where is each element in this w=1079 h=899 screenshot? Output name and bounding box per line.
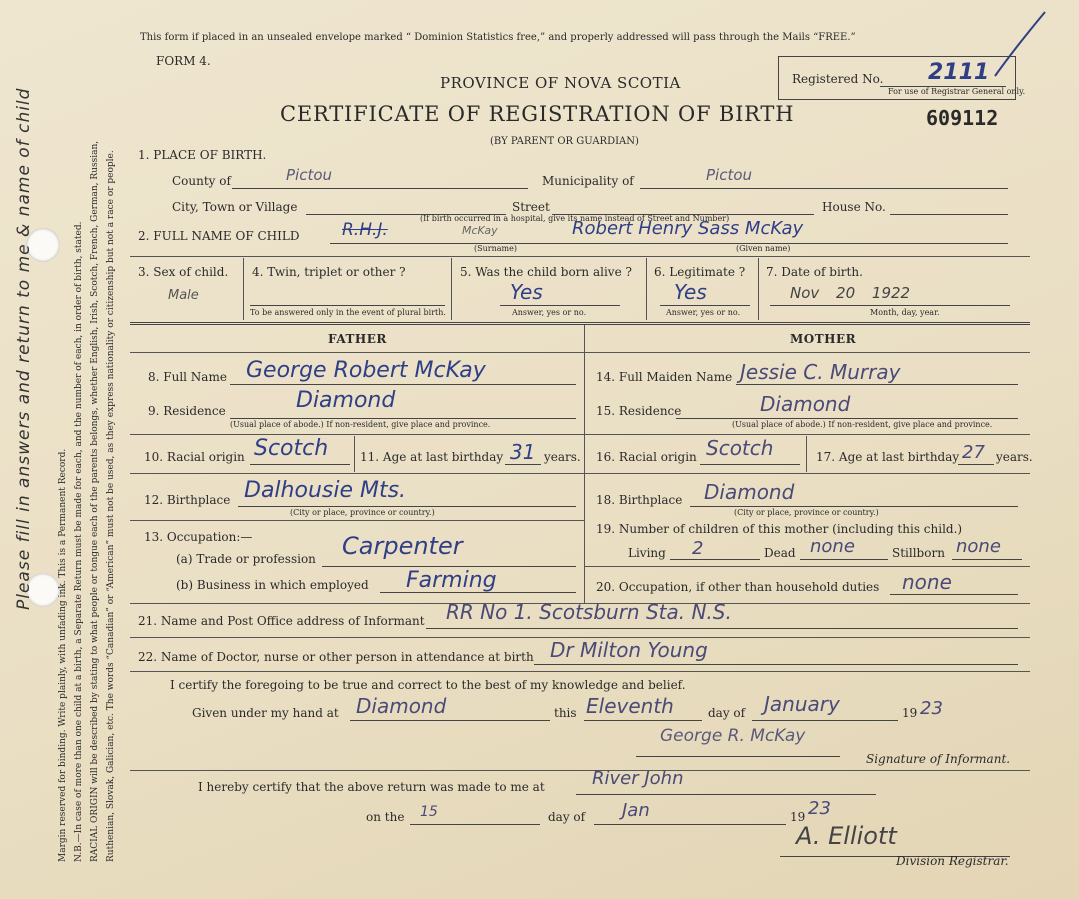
father-abode-note: (Usual place of abode.) If non-resident, give place and province.	[230, 420, 491, 429]
street-label: Street	[512, 200, 550, 214]
father-birthplace-label: 12. Birthplace	[144, 493, 231, 507]
form-number: FORM 4.	[156, 54, 211, 68]
dob-note: Month, day, year.	[870, 308, 940, 317]
dead-value: none	[810, 536, 855, 557]
registered-label: Registered No.	[792, 72, 884, 86]
father-business-label: (b) Business in which employed	[176, 578, 369, 592]
given-year-value: 23	[920, 698, 943, 719]
margin-binding-note: Margin reserved for binding. Write plainly, with unfading ink. This is a Permanent Record.	[58, 448, 68, 862]
dob-value: Nov 20 1922	[790, 284, 911, 302]
father-age-value: 31	[510, 440, 536, 464]
alive-label: 5. Was the child born alive ?	[460, 265, 632, 279]
informant-value: RR No 1. Scotsburn Sta. N.S.	[446, 600, 732, 624]
doctor-label: 22. Name of Doctor, nurse or other person in attendance at birth	[138, 650, 534, 664]
mother-occupation-label: 20. Occupation, if other than household duties	[596, 580, 880, 594]
dead-label: Dead	[764, 546, 796, 560]
father-racial-label: 10. Racial origin	[144, 450, 245, 464]
margin-nb-note: N.B.—In case of more than one child at a birth, a Separate Return must be made for each, and the number of each, in order of birth, stated.	[74, 221, 84, 862]
father-residence-value: Diamond	[296, 388, 396, 413]
sex-value: Male	[168, 288, 199, 303]
child-given-name-value: Robert Henry Sass McKay	[572, 218, 804, 239]
twin-note: To be answered only in the event of plural birth.	[250, 308, 446, 317]
registered-note: For use of Registrar General only.	[888, 87, 1026, 96]
place-of-birth-label: 1. PLACE OF BIRTH.	[138, 148, 267, 162]
informant-signature: George R. McKay	[660, 726, 806, 746]
alive-note: Answer, yes or no.	[512, 308, 587, 317]
doctor-value: Dr Milton Young	[550, 638, 708, 662]
document-title: CERTIFICATE OF REGISTRATION OF BIRTH	[280, 102, 795, 126]
legitimate-label: 6. Legitimate ?	[654, 265, 746, 279]
province-heading: PROVINCE OF NOVA SCOTIA	[440, 74, 681, 92]
mother-name-label: 14. Full Maiden Name	[596, 370, 733, 384]
stillborn-value: none	[956, 536, 1001, 557]
county-label: County of	[172, 174, 231, 188]
on-the-label: on the	[366, 810, 405, 824]
mother-age-label: 17. Age at last birthday	[816, 450, 960, 464]
child-name-struck: R.H.J.	[342, 220, 388, 240]
informant-signature-label: Signature of Informant.	[866, 752, 1011, 766]
hospital-note: (If birth occurred in a hospital, give its name instead of Street and Number)	[420, 214, 730, 223]
municipality-label: Municipality of	[542, 174, 634, 188]
father-racial-value: Scotch	[254, 436, 329, 461]
father-age-label: 11. Age at last birthday	[360, 450, 504, 464]
check-stroke-icon	[990, 10, 1050, 80]
given-name-caption: (Given name)	[736, 244, 791, 253]
margin-handwritten-note: Please fill in answers and return to me & name of child	[14, 87, 34, 610]
father-business-value: Farming	[406, 568, 497, 593]
father-residence-label: 9. Residence	[148, 404, 226, 418]
house-label: House No.	[822, 200, 886, 214]
registrar-title: Division Registrar.	[896, 854, 1009, 868]
mother-racial-value: Scotch	[706, 436, 774, 460]
children-count-label: 19. Number of children of this mother (including this child.)	[596, 522, 963, 536]
mother-birthplace-note: (City or place, province or country.)	[734, 508, 879, 517]
father-heading: FATHER	[328, 332, 387, 346]
margin-racial-note-2: Ruthenian, Slovak, Galician, etc. The words “Canadian” or “American” must not be used, as they express nationality or citizenship but not a race or people.	[106, 150, 116, 862]
given-day-of-label: day of	[708, 706, 746, 720]
sex-label: 3. Sex of child.	[138, 265, 229, 279]
living-value: 2	[692, 538, 704, 559]
registrar-year-value: 23	[808, 798, 831, 819]
municipality-value: Pictou	[706, 166, 753, 184]
given-place-value: Diamond	[356, 694, 447, 718]
living-label: Living	[628, 546, 666, 560]
margin-racial-note-1: RACIAL ORIGIN will be described by stating to what people or tongue each of the parents belongs, whether English, Irish, Scotch, French, German, Russian,	[90, 140, 100, 862]
mother-birthplace-value: Diamond	[704, 480, 795, 504]
given-month-value: January	[764, 692, 840, 716]
registered-value: 2111	[928, 60, 990, 85]
father-trade-value: Carpenter	[342, 532, 463, 560]
given-year-prefix: 19	[902, 706, 918, 720]
document-subtitle: (BY PARENT OR GUARDIAN)	[490, 136, 639, 147]
certify-statement: I certify the foregoing to be true and correct to the best of my knowledge and belief.	[170, 678, 686, 692]
mother-name-value: Jessie C. Murray	[740, 360, 901, 384]
stillborn-label: Stillborn	[892, 546, 945, 560]
city-label: City, Town or Village	[172, 200, 298, 214]
mother-age-value: 27	[962, 442, 985, 463]
dob-label: 7. Date of birth.	[766, 265, 863, 279]
mother-residence-label: 15. Residence	[596, 404, 682, 418]
this-day-value: Eleventh	[586, 694, 674, 718]
child-surname-value: McKay	[462, 224, 498, 237]
this-label: this	[554, 706, 577, 720]
registrar-year-prefix: 19	[790, 810, 806, 824]
surname-caption: (Surname)	[474, 244, 517, 253]
mother-birthplace-label: 18. Birthplace	[596, 493, 683, 507]
father-birthplace-value: Dalhousie Mts.	[244, 478, 407, 503]
mother-abode-note: (Usual place of abode.) If non-resident, give place and province.	[732, 420, 993, 429]
mother-residence-value: Diamond	[760, 392, 851, 416]
registrar-day-of-label: day of	[548, 810, 586, 824]
given-label: Given under my hand at	[192, 706, 339, 720]
mother-years-label: years.	[996, 450, 1033, 464]
father-birthplace-note: (City or place, province or country.)	[290, 508, 435, 517]
mother-occupation-value: none	[902, 570, 952, 594]
father-trade-label: (a) Trade or profession	[176, 552, 316, 566]
county-value: Pictou	[286, 166, 333, 184]
father-occupation-label: 13. Occupation:—	[144, 530, 253, 544]
registrar-statement: I hereby certify that the above return was made to me at	[198, 780, 545, 794]
child-name-label: 2. FULL NAME OF CHILD	[138, 229, 300, 243]
registrar-place-value: River John	[592, 768, 684, 789]
legitimate-note: Answer, yes or no.	[666, 308, 741, 317]
alive-value: Yes	[510, 280, 543, 304]
father-years-label: years.	[544, 450, 581, 464]
mother-heading: MOTHER	[790, 332, 857, 346]
registrar-month-value: Jan	[622, 800, 650, 821]
mother-racial-label: 16. Racial origin	[596, 450, 697, 464]
top-notice: This form if placed in an unsealed envelope marked “ Dominion Statistics free,” and properly addressed will pass through the Mails “FREE.”	[140, 32, 856, 43]
registrar-day-value: 15	[420, 804, 438, 820]
legitimate-value: Yes	[674, 280, 707, 304]
twin-label: 4. Twin, triplet or other ?	[252, 265, 406, 279]
father-name-value: George Robert McKay	[246, 358, 486, 383]
registrar-signature: A. Elliott	[796, 822, 897, 850]
certificate-number: 609112	[926, 106, 999, 130]
informant-label: 21. Name and Post Office address of Informant	[138, 614, 425, 628]
father-name-label: 8. Full Name	[148, 370, 227, 384]
